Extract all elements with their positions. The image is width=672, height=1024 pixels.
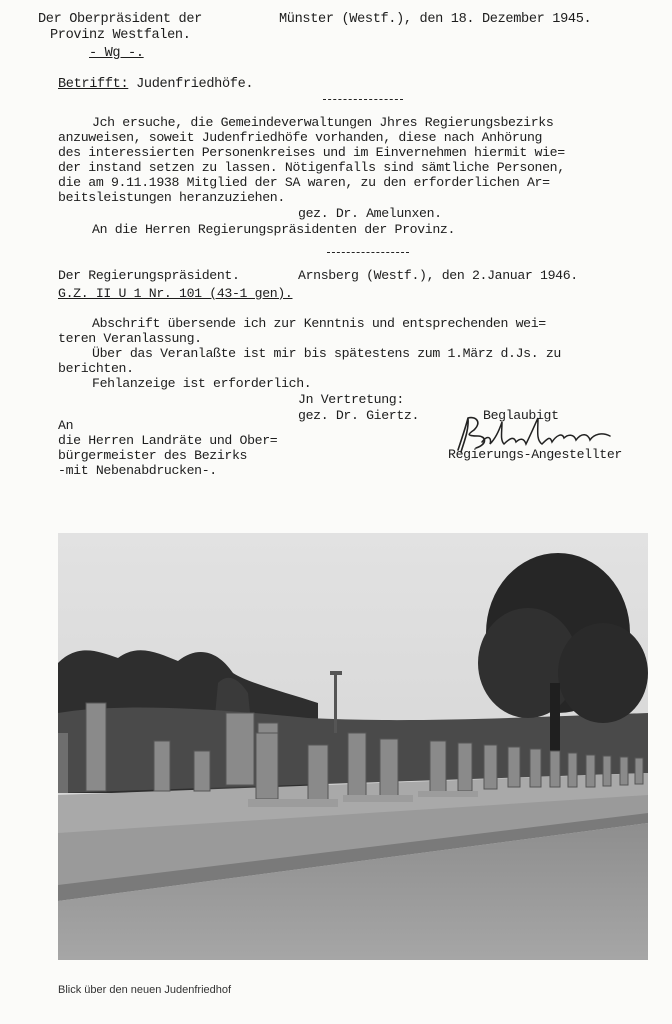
place-date: Arnsberg (Westf.), den 2.Januar 1946. bbox=[298, 268, 578, 283]
photo-caption: Blick über den neuen Judenfriedhof bbox=[58, 984, 232, 996]
signature-line: gez. Dr. Amelunxen. bbox=[298, 206, 442, 221]
separator-rule bbox=[327, 252, 409, 253]
sender-line-1: Der Oberpräsident der bbox=[38, 12, 202, 27]
separator-rule bbox=[323, 99, 403, 100]
addressee-line: die Herren Landräte und Ober= bbox=[58, 433, 278, 448]
body-line: teren Veranlassung. bbox=[58, 331, 202, 346]
reference-code: G.Z. II U 1 Nr. 101 (43-1 gen). bbox=[58, 286, 293, 301]
recipient-line: An die Herren Regierungspräsidenten der Provinz. bbox=[92, 222, 456, 237]
body-line: berichten. bbox=[58, 361, 134, 376]
representation-line: Jn Vertretung: bbox=[298, 392, 404, 407]
body-line: Über das Veranlaßte ist mir bis spätestens zum 1.März d.Js. zu bbox=[92, 346, 561, 361]
subject-line bbox=[58, 77, 253, 92]
body-line: anzuweisen, soweit Judenfriedhöfe vorhanden, diese nach Anhörung bbox=[58, 130, 543, 145]
body-line: beitsleistungen heranzuziehen. bbox=[58, 190, 285, 205]
sender-line: Der Regierungspräsident. bbox=[58, 268, 240, 283]
cemetery-photo bbox=[58, 533, 648, 960]
body-line: die am 9.11.1938 Mitglied der SA waren, zu den erforderlichen Ar= bbox=[58, 175, 550, 190]
certified-label: Beglaubigt bbox=[483, 408, 559, 423]
signature-line: gez. Dr. Giertz. bbox=[298, 408, 420, 423]
certifier-title: Regierungs-Angestellter bbox=[448, 447, 622, 462]
sender-line-2: Provinz Westfalen. bbox=[50, 28, 191, 43]
subject-label: Betrifft: bbox=[58, 77, 129, 92]
body-line: Abschrift übersende ich zur Kenntnis und entsprechenden wei= bbox=[92, 316, 546, 331]
addressee-line: -mit Nebenabdrucken-. bbox=[58, 463, 217, 478]
reference-code: - Wg -. bbox=[89, 46, 144, 61]
subject-text: Judenfriedhöfe. bbox=[136, 77, 254, 92]
addressee-line: An bbox=[58, 418, 74, 433]
body-line: der instand setzen zu lassen. Nötigenfalls sind sämtliche Personen, bbox=[58, 160, 565, 175]
body-line: des interessierten Personenkreises und im Einvernehmen hiermit wie= bbox=[58, 145, 565, 160]
addressee-line: bürgermeister des Bezirks bbox=[58, 448, 248, 463]
place-date: Münster (Westf.), den 18. Dezember 1945. bbox=[279, 12, 592, 27]
body-line: Fehlanzeige ist erforderlich. bbox=[92, 376, 312, 391]
body-line: Jch ersuche, die Gemeindeverwaltungen Jhres Regierungsbezirks bbox=[92, 115, 554, 130]
